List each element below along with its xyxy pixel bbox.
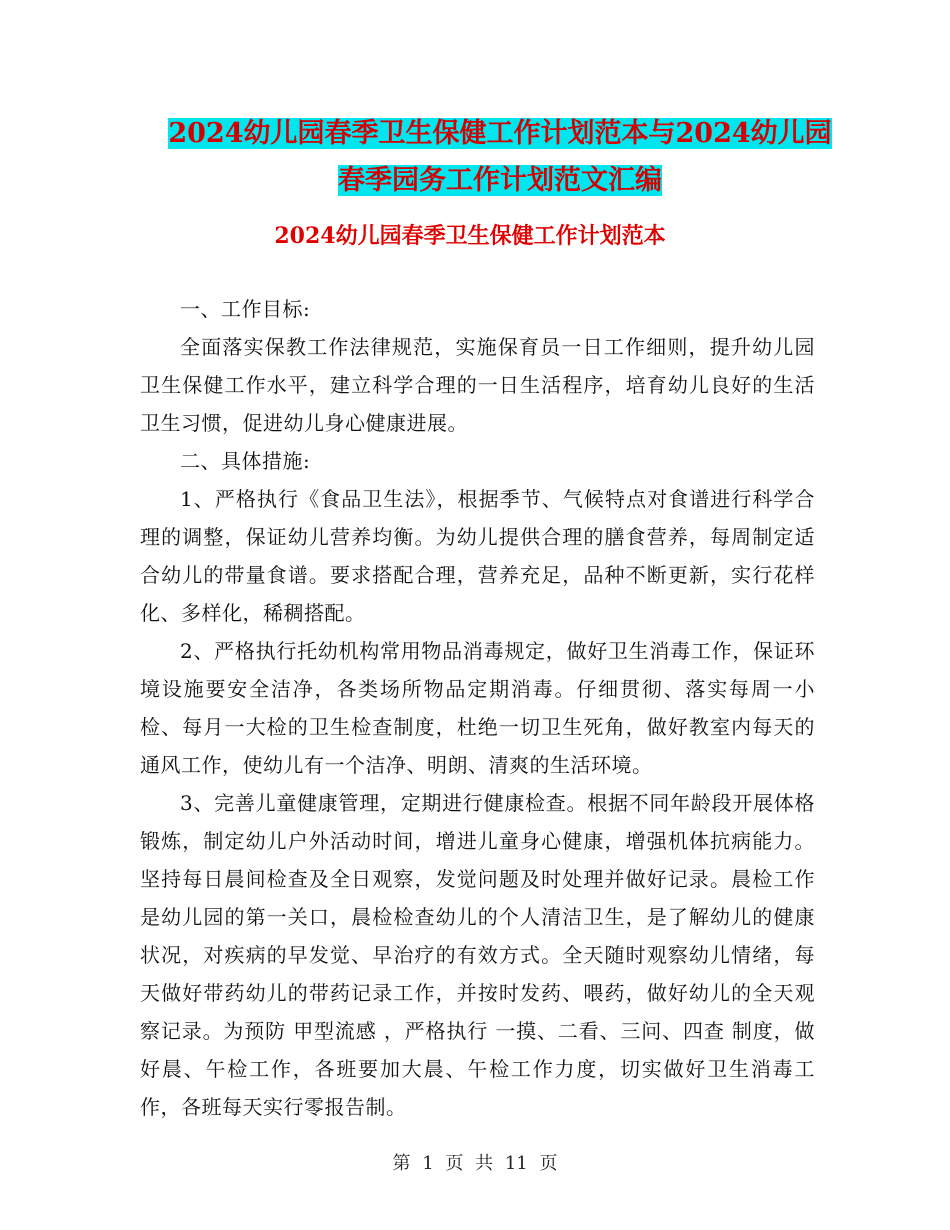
paragraph-measure-3: 3、完善儿童健康管理，定期进行健康检查。根据不同年龄段开展体格锻炼，制定幼儿户外活动时间，增进儿童身心健康，增强机体抗病能力。坚持每日晨间检查及全日观察，发觉问题及时处理并做好记录。晨检工作是幼儿园的第一关口，晨检检查幼儿的个人清洁卫生，是了解幼儿的健康状况，对疾病的早发觉、早治疗的有效方式。全天随时观察幼儿情绪，每天做好带药幼儿的带药记录工作，并按时发药、喂药，做好幼儿的全天观察记录。为预防 甲型流感 ，严格执行 一摸、二看、三问、四查 制度，做好晨、午检工作，各班要加大晨、午检工作力度，切实做好卫生消毒工作，各班每天实行零报告制。	[140, 791, 815, 1119]
document-title-line-1: 2024幼儿园春季卫生保健工作计划范本与2024幼儿园	[168, 118, 832, 149]
document-title	[120, 110, 880, 204]
page-number: 第 1 页 共 11 页	[392, 1153, 558, 1174]
body-text	[140, 290, 815, 1126]
paragraph-heading-goals: 一、工作目标:	[180, 297, 311, 321]
section-title: 2024幼儿园春季卫生保健工作计划范本	[274, 223, 666, 249]
paragraph-measure-1: 1、严格执行《食品卫生法》，根据季节、气候特点对食谱进行科学合理的调整，保证幼儿营养均衡。为幼儿提供合理的膳食营养，每周制定适合幼儿的带量食谱。要求搭配合理，营养充足，品种不断更新，实行花样化、多样化，稀稠搭配。	[140, 487, 815, 625]
paragraph-goals: 全面落实保教工作法律规范，实施保育员一日工作细则，提升幼儿园卫生保健工作水平，建立科学合理的一日生活程序，培育幼儿良好的生活卫生习惯，促进幼儿身心健康进展。	[140, 335, 815, 435]
document-title-line-2: 春季园务工作计划范文汇编	[338, 165, 662, 196]
paragraph-heading-measures: 二、具体措施:	[180, 449, 311, 473]
paragraph-measure-2: 2、严格执行托幼机构常用物品消毒规定，做好卫生消毒工作，保证环境设施要安全洁净，各类场所物品定期消毒。仔细贯彻、落实每周一小检、每月一大检的卫生检查制度，杜绝一切卫生死角，做好教室内每天的通风工作，使幼儿有一个洁净、明朗、清爽的生活环境。	[140, 639, 815, 777]
